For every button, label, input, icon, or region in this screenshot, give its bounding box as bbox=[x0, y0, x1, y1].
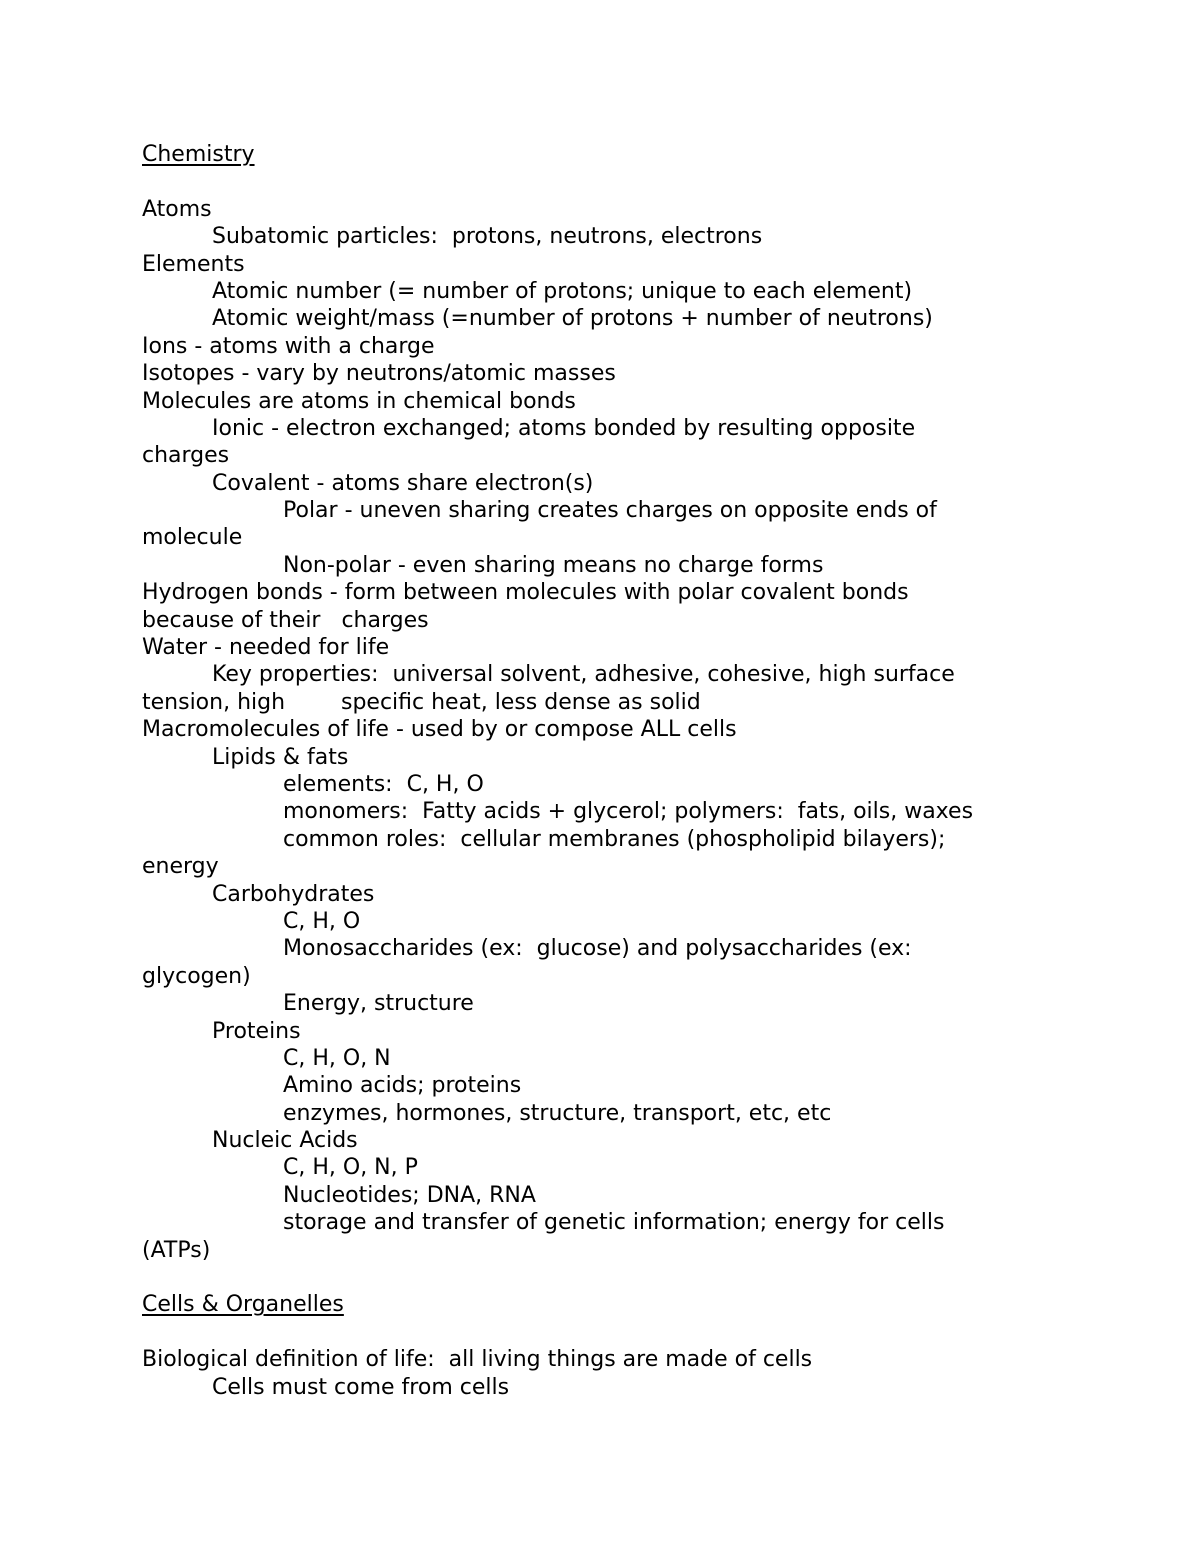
line-atoms: Atoms bbox=[142, 196, 212, 222]
line-proteins-monomers: Amino acids; proteins bbox=[283, 1073, 522, 1099]
line-covalent: Covalent - atoms share electron(s) bbox=[212, 470, 594, 496]
line-lipids: Lipids & fats bbox=[212, 744, 349, 770]
document-body bbox=[142, 141, 1142, 1401]
line-carbohydrates-monomers: Monosaccharides (ex: glucose) and polysaccharides (ex: bbox=[283, 936, 912, 962]
line-lipids-monomers: monomers: Fatty acids + glycerol; polymers: fats, oils, waxes bbox=[283, 799, 974, 825]
line-nucleic-roles: storage and transfer of genetic information; energy for cells bbox=[283, 1210, 945, 1236]
line-nucleic-roles-cont: (ATPs) bbox=[142, 1237, 211, 1263]
line-atomic-weight: Atomic weight/mass (=number of protons + number of neutrons) bbox=[212, 306, 933, 332]
line-isotopes: Isotopes - vary by neutrons/atomic masses bbox=[142, 361, 616, 387]
line-ionic: Ionic - electron exchanged; atoms bonded by resulting opposite bbox=[212, 415, 916, 441]
line-lipids-elements: elements: C, H, O bbox=[283, 771, 484, 797]
line-water-properties-cont bbox=[142, 689, 1142, 716]
line-carbohydrates: Carbohydrates bbox=[212, 881, 375, 907]
line-molecules: Molecules are atoms in chemical bonds bbox=[142, 388, 576, 414]
line-cells-from-cells: Cells must come from cells bbox=[212, 1374, 510, 1400]
line-polar-cont: molecule bbox=[142, 525, 243, 551]
line-nucleic-acids: Nucleic Acids bbox=[212, 1128, 358, 1154]
line-water-properties-cont-b: specific heat, less dense as solid bbox=[341, 689, 701, 715]
line-lipids-roles: common roles: cellular membranes (phospholipid bilayers); bbox=[283, 826, 946, 852]
section-heading-cells: Cells & Organelles bbox=[142, 1292, 344, 1318]
line-proteins-elements: C, H, O, N bbox=[283, 1045, 391, 1071]
line-ions: Ions - atoms with a charge bbox=[142, 333, 435, 359]
line-proteins-roles: enzymes, hormones, structure, transport, etc, etc bbox=[283, 1100, 832, 1126]
blank-line bbox=[142, 1319, 1142, 1346]
line-proteins: Proteins bbox=[212, 1018, 301, 1044]
line-atomic-number: Atomic number (= number of protons; unique to each element) bbox=[212, 278, 913, 304]
line-elements: Elements bbox=[142, 251, 245, 277]
line-carbohydrates-elements: C, H, O bbox=[283, 908, 361, 934]
line-nonpolar: Non-polar - even sharing means no charge forms bbox=[283, 552, 824, 578]
line-carbohydrates-monomers-cont: glycogen) bbox=[142, 963, 251, 989]
line-hydrogen-cont: because of their charges bbox=[142, 607, 429, 633]
section-heading-chemistry: Chemistry bbox=[142, 142, 255, 167]
line-nucleic-monomers: Nucleotides; DNA, RNA bbox=[283, 1182, 536, 1208]
line-lipids-roles-cont: energy bbox=[142, 854, 219, 880]
line-water-properties-cont-a: tension, high bbox=[142, 689, 286, 715]
line-definition-of-life: Biological definition of life: all living things are made of cells bbox=[142, 1347, 813, 1373]
line-hydrogen: Hydrogen bonds - form between molecules with polar covalent bonds bbox=[142, 580, 909, 606]
line-ionic-cont: charges bbox=[142, 443, 230, 469]
line-subatomic: Subatomic particles: protons, neutrons, electrons bbox=[212, 224, 763, 250]
blank-line bbox=[142, 1264, 1142, 1291]
line-carbohydrates-roles: Energy, structure bbox=[283, 991, 474, 1017]
line-nucleic-elements: C, H, O, N, P bbox=[283, 1155, 418, 1181]
line-macromolecules: Macromolecules of life - used by or compose ALL cells bbox=[142, 717, 737, 743]
line-water-properties: Key properties: universal solvent, adhesive, cohesive, high surface bbox=[212, 662, 955, 688]
line-polar: Polar - uneven sharing creates charges on opposite ends of bbox=[283, 498, 937, 524]
blank-line bbox=[142, 168, 1142, 195]
line-water: Water - needed for life bbox=[142, 635, 390, 661]
